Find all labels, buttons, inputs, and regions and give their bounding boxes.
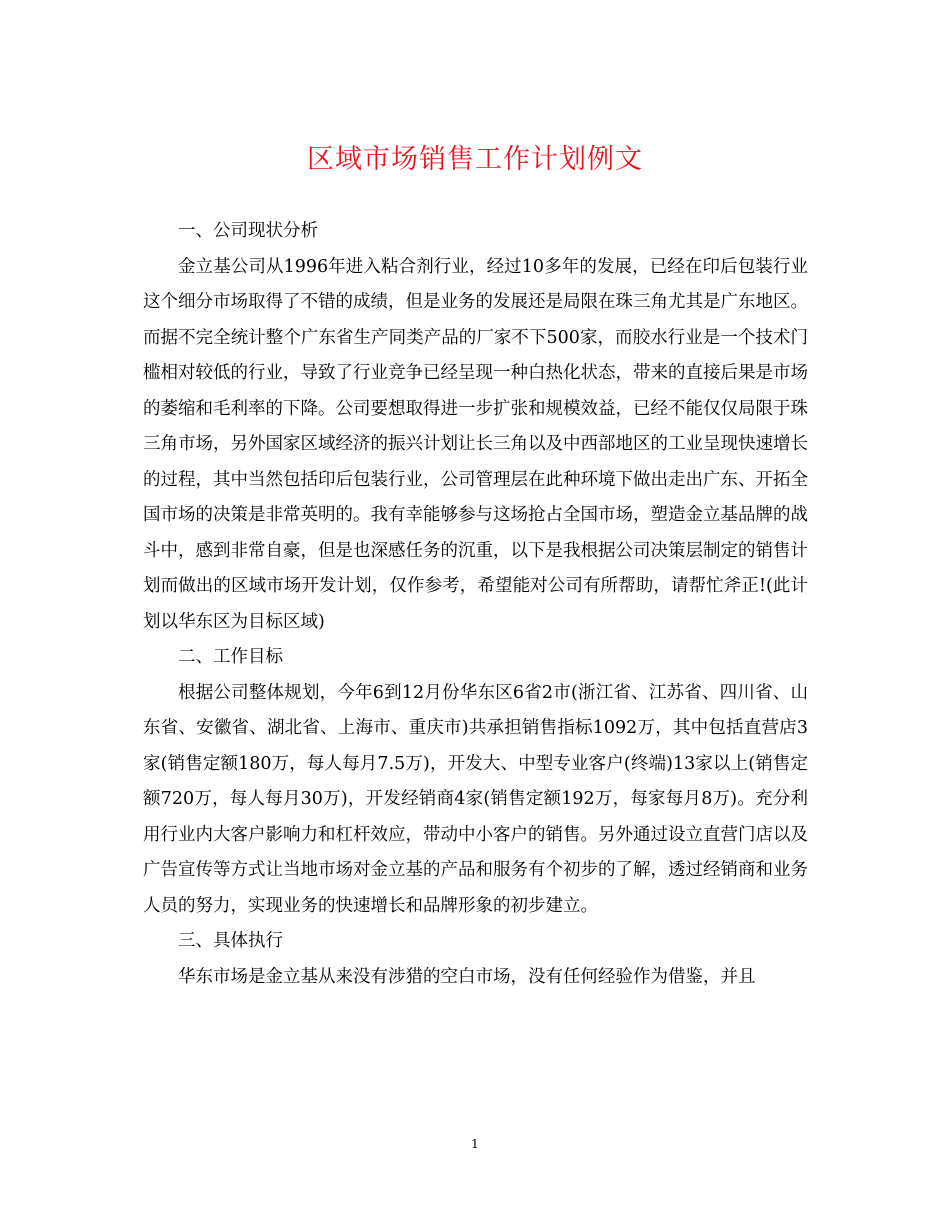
document-title: 区域市场销售工作计划例文: [307, 144, 643, 175]
section-paragraph-execution: 华东市场是金立基从来没有涉猎的空白市场，没有任何经验作为借鉴，并且: [178, 966, 756, 987]
section-heading-work-goals: 二、工作目标: [178, 647, 283, 667]
document-body: [143, 214, 808, 995]
page-number: 1: [471, 1137, 479, 1151]
section-heading-execution: 三、具体执行: [178, 931, 283, 951]
section-heading-status-analysis: 一、公司现状分析: [178, 221, 318, 241]
section-paragraph-work-goals: 根据公司整体规划，今年6到12月份华东区6省2市(浙江省、江苏省、四川省、山东省、安徽省、湖北省、上海市、重庆市)共承担销售指标1092万，其中包括直营店3家(销售定额180万，每人每月7.5万)，开发大、中型专业客户(终端)13家以上(销售定额720万，每人每月30万)，开发经销商4家(销售定额192万，每家每月8万)。充分利用行业内大客户影响力和杠杆效应，带动中小客户的销售。另外通过设立直营门店以及广告宣传等方式让当地市场对金立基的产品和服务有个初步的了解，透过经销商和业务人员的努力，实现业务的快速增长和品牌形象的初步建立。: [143, 682, 808, 916]
section-paragraph-status-analysis: 金立基公司从1996年进入粘合剂行业，经过10多年的发展，已经在印后包装行业这个细分市场取得了不错的成绩，但是业务的发展还是局限在珠三角尤其是广东地区。而据不完全统计整个广东省生产同类产品的厂家不下500家，而胶水行业是一个技术门槛相对较低的行业，导致了行业竞争已经呈现一种白热化状态，带来的直接后果是市场的萎缩和毛利率的下降。公司要想取得进一步扩张和规模效益，已经不能仅仅局限于珠三角市场，另外国家区域经济的振兴计划让长三角以及中西部地区的工业呈现快速增长的过程，其中当然包括印后包装行业，公司管理层在此种环境下做出走出广东、开拓全国市场的决策是非常英明的。我有幸能够参与这场抢占全国市场，塑造金立基品牌的战斗中，感到非常自豪，但是也深感任务的沉重，以下是我根据公司决策层制定的销售计划而做出的区域市场开发计划，仅作参考，希望能对公司有所帮助，请帮忙斧正!(此计划以华东区为目标区域): [143, 256, 808, 632]
